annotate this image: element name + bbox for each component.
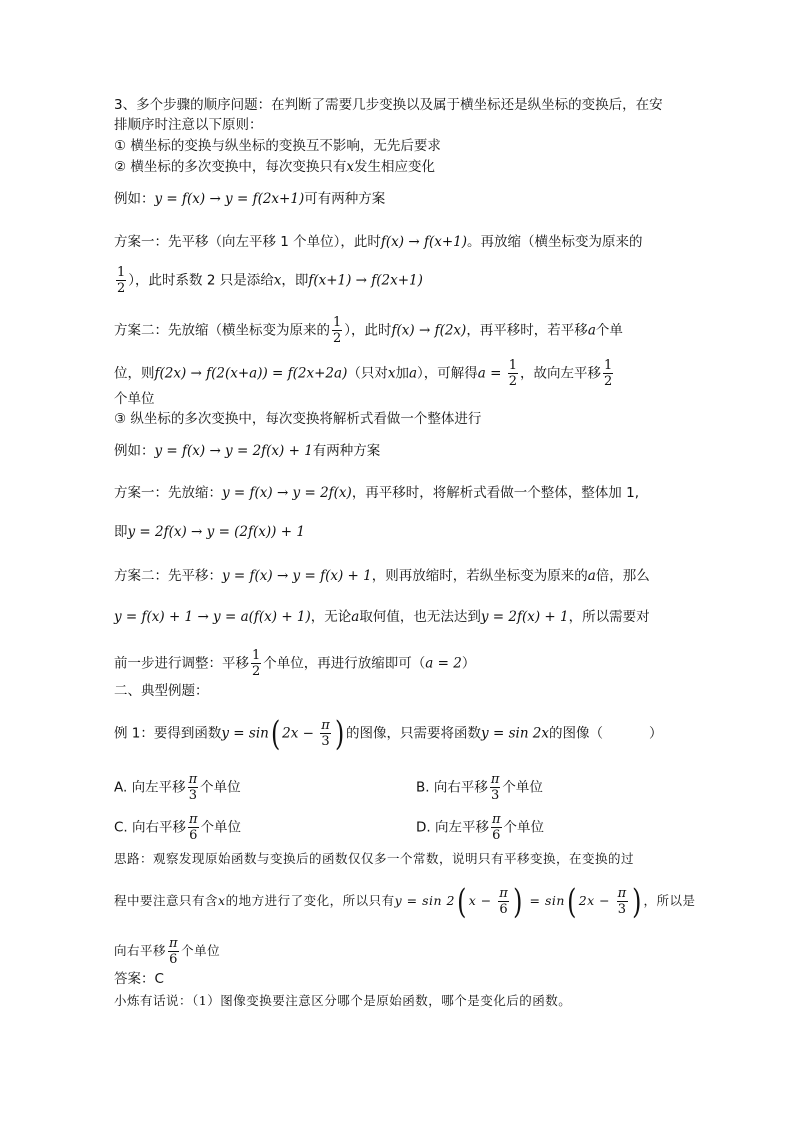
plan-3-line1: 方案一：先放缩：y = f(x) → y = 2f(x)，再平移时，将解析式看做一个整体，整体加 1,: [114, 485, 639, 501]
example-1-line: 例如：y = f(x) → y = f(2x+1)可有两种方案: [114, 191, 386, 207]
plan-4-line2: y = f(x) + 1 → y = a(f(x) + 1)，无论a取何值，也无法达到y = 2f(x) + 1，所以需要对: [114, 609, 650, 625]
plan-1-line2: $\frac{1}{2}$ ），此时系数 2 只是添给x，即f(x+1) → f(2x+1): [117, 265, 423, 296]
option-c[interactable]: C. 向右平移 $\frac{\pi}{6}$ 个单位: [114, 812, 242, 843]
principle-intro-line2: 排顺序时注意以下原则：: [114, 117, 263, 133]
plan-4-line3: 前一步进行调整：平移 $\frac{1}{2}$ 个单位，再进行放缩即可（a = 2）: [114, 648, 476, 679]
principle-intro-line1: 3、多个步骤的顺序问题：在判断了需要几步变换以及属于横坐标还是纵坐标的变换后，在安: [114, 97, 663, 113]
plan-3-line2: 即y = 2f(x) → y = (2f(x)) + 1: [114, 524, 305, 540]
option-b[interactable]: B. 向右平移 $\frac{\pi}{3}$ 个单位: [416, 772, 543, 803]
plan-2-line3: 个单位: [114, 391, 155, 407]
rule-1: ① 横坐标的变换与纵坐标的变换互不影响，无先后要求: [114, 138, 441, 154]
thinking-line3: 向右平移 $\frac{\pi}{6}$ 个单位: [114, 936, 221, 967]
note: 小炼有话说：（1）图像变换要注意区分哪个是原始函数，哪个是变化后的函数。: [114, 993, 572, 1008]
fraction-one-half: $\frac{1}{2}$: [117, 265, 126, 296]
option-a[interactable]: A. 向左平移 $\frac{\pi}{3}$ 个单位: [114, 772, 241, 803]
thinking-line2: 程中要注意只有含x的地方进行了变化，所以只有y = sin 2( x − $\frac{\pi}{6}$ ) = sin( 2x − $\frac{\pi}{3}$ ) ，所以是: [114, 881, 696, 922]
option-d[interactable]: D. 向左平移 $\frac{\pi}{6}$ 个单位: [416, 812, 545, 843]
rule-3: ③ 纵坐标的多次变换中，每次变换将解析式看做一个整体进行: [114, 411, 482, 427]
plan-1-line1: 方案一：先平移（向左平移 1 个单位），此时f(x) → f(x+1)。再放缩（横坐标变为原来的: [114, 234, 643, 250]
plan-4-line1: 方案二：先平移：y = f(x) → y = f(x) + 1，则再放缩时，若纵坐标变为原来的a倍，那么: [114, 568, 650, 584]
example-2-line: 例如：y = f(x) → y = 2f(x) + 1有两种方案: [114, 443, 381, 459]
answer: 答案：C: [114, 971, 164, 987]
thinking-line1: 思路：观察发现原始函数与变换后的函数仅仅多一个常数，说明只有平移变换，在变换的过: [114, 851, 635, 866]
section-heading: 二、典型例题：: [114, 683, 209, 699]
plan-2-line2: 位，则f(2x) → f(2(x+a)) = f(2x+2a)（只对x加a），可解得a = $\frac{1}{2}$ ，故向左平移 $\frac{1}{2}$: [114, 358, 613, 389]
rule-2: ② 横坐标的多次变换中，每次变换只有x发生相应变化: [114, 159, 436, 175]
example-question: 例 1：要得到函数y = sin( 2x − $\frac{\pi}{3}$ ) 的图像，只需要将函数y = sin 2x的图像（ ）: [114, 713, 663, 754]
plan-2-line1: 方案二：先放缩（横坐标变为原来的 $\frac{1}{2}$ ），此时f(x) → f(2x)，再平移时，若平移a个单: [114, 315, 623, 346]
